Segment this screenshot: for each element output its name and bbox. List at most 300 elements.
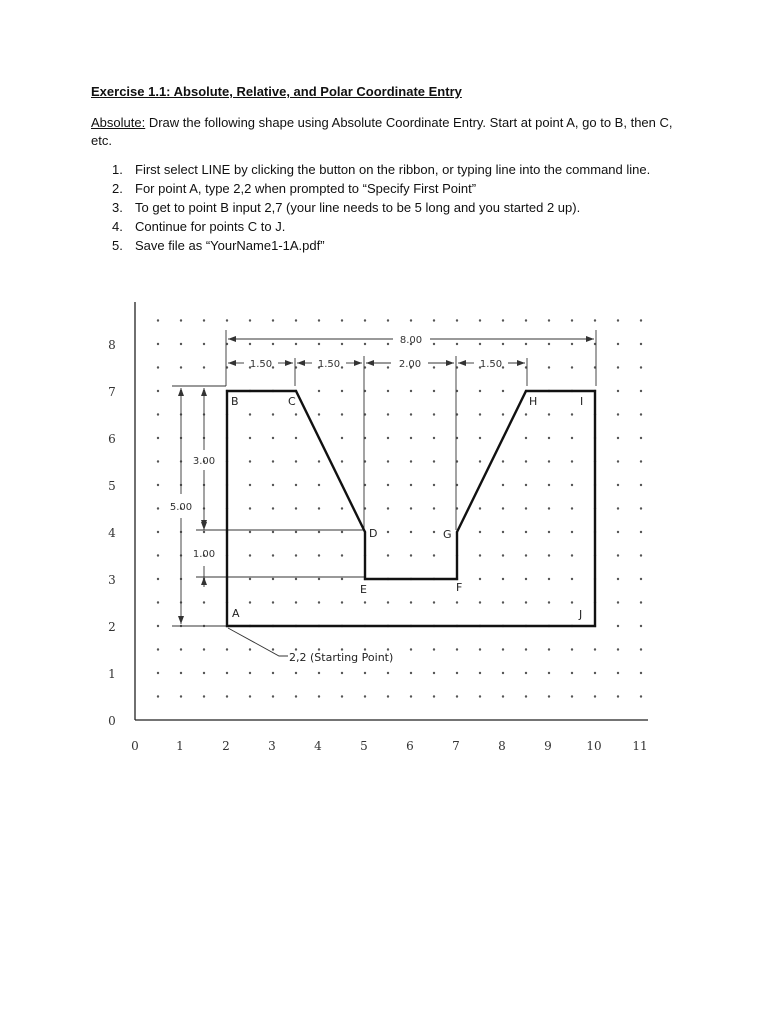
grid-dot: [157, 672, 159, 674]
x-tick-label: 6: [406, 739, 414, 753]
grid-dot: [640, 390, 642, 392]
grid-dot: [272, 531, 274, 533]
grid-dot: [295, 507, 297, 509]
grid-dot: [341, 366, 343, 368]
grid-dot: [203, 648, 205, 650]
grid-dot: [433, 390, 435, 392]
x-tick-label: 9: [544, 739, 552, 753]
point-label-b: B: [231, 395, 239, 408]
grid-dot: [433, 531, 435, 533]
grid-dot: [318, 460, 320, 462]
grid-dot: [433, 319, 435, 321]
grid-dot: [525, 460, 527, 462]
grid-dot: [617, 601, 619, 603]
x-tick-label: 10: [586, 739, 602, 753]
grid-dot: [410, 413, 412, 415]
dimension-height-upper-text: 3.00: [192, 456, 216, 467]
grid-dot: [341, 390, 343, 392]
step-number: 3.: [112, 200, 123, 215]
grid-dot: [479, 319, 481, 321]
grid-dot: [318, 578, 320, 580]
grid-dot: [479, 507, 481, 509]
grid-dot: [525, 319, 527, 321]
grid-dot: [640, 695, 642, 697]
grid-dot: [548, 601, 550, 603]
grid-dot: [502, 648, 504, 650]
grid-dot: [295, 578, 297, 580]
step-number: 5.: [112, 238, 123, 253]
grid-dot: [180, 672, 182, 674]
grid-dot: [525, 437, 527, 439]
dimension-seg2-text: 1.50: [317, 359, 341, 370]
grid-dot: [502, 601, 504, 603]
grid-dot: [157, 390, 159, 392]
grid-dot: [157, 484, 159, 486]
grid-dot: [548, 672, 550, 674]
grid-dot: [387, 554, 389, 556]
grid-dot: [617, 413, 619, 415]
step-text: For point A, type 2,2 when prompted to “Specify First Point”: [135, 181, 477, 196]
grid-dot: [157, 648, 159, 650]
y-tick-labels: [108, 338, 116, 728]
grid-dot: [387, 390, 389, 392]
y-tick-label: 1: [108, 667, 116, 681]
grid-dot: [502, 460, 504, 462]
grid-dot: [341, 507, 343, 509]
x-tick-label: 2: [222, 739, 230, 753]
grid-dot: [203, 319, 205, 321]
grid-dot: [295, 531, 297, 533]
grid-dot: [364, 343, 366, 345]
grid-dot: [617, 578, 619, 580]
point-label-j: J: [579, 608, 583, 621]
grid-dot: [410, 460, 412, 462]
grid-dot: [341, 695, 343, 697]
grid-dot: [249, 343, 251, 345]
grid-dot: [249, 648, 251, 650]
grid-dot: [479, 578, 481, 580]
grid-dot: [387, 531, 389, 533]
grid-dot: [272, 672, 274, 674]
grid-dot: [318, 390, 320, 392]
grid-dot: [594, 695, 596, 697]
x-tick-label: 3: [268, 739, 276, 753]
y-tick-label: 6: [108, 432, 116, 446]
dimension-overall-text: 8.00: [399, 335, 423, 346]
grid-dot: [387, 460, 389, 462]
grid-dot: [456, 343, 458, 345]
grid-dot: [410, 507, 412, 509]
grid-dot: [157, 460, 159, 462]
grid-dot: [617, 460, 619, 462]
grid-dot: [387, 507, 389, 509]
grid-dot: [318, 601, 320, 603]
grid-dot: [157, 437, 159, 439]
grid-dot: [249, 319, 251, 321]
grid-dot: [272, 648, 274, 650]
grid-dot: [157, 578, 159, 580]
grid-dot: [318, 672, 320, 674]
grid-dot: [617, 648, 619, 650]
grid-dot: [617, 554, 619, 556]
grid-dot: [364, 672, 366, 674]
dimension-lines: [181, 339, 594, 624]
grid-dot: [502, 672, 504, 674]
grid-dot: [226, 319, 228, 321]
grid-dot: [272, 554, 274, 556]
grid-dot: [203, 695, 205, 697]
grid-dot: [433, 484, 435, 486]
grid-dot: [157, 366, 159, 368]
grid-dot: [502, 413, 504, 415]
grid-dot: [479, 413, 481, 415]
grid-dot: [249, 507, 251, 509]
grid-dot: [617, 390, 619, 392]
grid-dot: [387, 413, 389, 415]
grid-dot: [180, 343, 182, 345]
point-label-a: A: [232, 607, 240, 620]
grid-dot: [341, 460, 343, 462]
grid-dot: [226, 648, 228, 650]
grid-dot: [226, 695, 228, 697]
grid-dot: [617, 437, 619, 439]
grid-dot: [433, 507, 435, 509]
y-tick-label: 8: [108, 338, 116, 352]
grid-dot: [249, 413, 251, 415]
grid-dot: [387, 343, 389, 345]
grid-dot: [318, 507, 320, 509]
grid-dot: [203, 672, 205, 674]
y-tick-label: 4: [108, 526, 116, 540]
grid-dot: [548, 578, 550, 580]
grid-dot: [157, 507, 159, 509]
grid-dot: [249, 437, 251, 439]
grid-dots: [157, 319, 642, 697]
grid-dot: [548, 460, 550, 462]
grid-dot: [433, 695, 435, 697]
grid-dot: [571, 578, 573, 580]
grid-dot: [502, 507, 504, 509]
grid-dot: [410, 319, 412, 321]
grid-dot: [157, 343, 159, 345]
grid-dot: [479, 554, 481, 556]
grid-dot: [180, 319, 182, 321]
grid-dot: [410, 484, 412, 486]
grid-dot: [571, 531, 573, 533]
grid-dot: [502, 531, 504, 533]
grid-dot: [433, 437, 435, 439]
grid-dot: [571, 672, 573, 674]
grid-dot: [387, 437, 389, 439]
y-tick-label: 2: [108, 620, 116, 634]
grid-dot: [525, 672, 527, 674]
grid-dot: [272, 319, 274, 321]
grid-dot: [640, 625, 642, 627]
grid-dot: [640, 319, 642, 321]
point-label-d: D: [369, 527, 378, 540]
grid-dot: [456, 319, 458, 321]
grid-dot: [525, 578, 527, 580]
grid-dot: [410, 390, 412, 392]
grid-dot: [249, 554, 251, 556]
grid-dot: [479, 672, 481, 674]
grid-dot: [502, 366, 504, 368]
grid-dot: [571, 507, 573, 509]
grid-dot: [479, 531, 481, 533]
step-text: Save file as “YourName1-1A.pdf”: [135, 238, 325, 253]
grid-dot: [341, 413, 343, 415]
dimension-height-total-text: 5.00: [169, 502, 193, 513]
grid-dot: [249, 695, 251, 697]
grid-dot: [341, 672, 343, 674]
point-label-c: C: [288, 395, 296, 408]
x-tick-label: 7: [452, 739, 460, 753]
grid-dot: [617, 343, 619, 345]
grid-dot: [548, 531, 550, 533]
extension-lines: [169, 330, 596, 626]
grid-dot: [502, 343, 504, 345]
grid-dot: [272, 578, 274, 580]
step-number: 1.: [112, 162, 123, 177]
point-label-i: I: [580, 395, 584, 408]
grid-dot: [180, 648, 182, 650]
grid-dot: [525, 601, 527, 603]
grid-dot: [295, 437, 297, 439]
grid-dot: [295, 460, 297, 462]
point-label-h: H: [529, 395, 538, 408]
step-number: 4.: [112, 219, 123, 234]
grid-dot: [640, 343, 642, 345]
grid-dot: [548, 648, 550, 650]
grid-dot: [433, 343, 435, 345]
grid-dot: [295, 695, 297, 697]
grid-dot: [571, 460, 573, 462]
grid-dot: [479, 390, 481, 392]
grid-dot: [341, 437, 343, 439]
grid-dot: [479, 437, 481, 439]
grid-dot: [479, 460, 481, 462]
intro-text: Draw the following shape using Absolute Coordinate Entry. Start at point A, go to B, then C, etc.: [91, 115, 673, 148]
grid-dot: [318, 413, 320, 415]
grid-dot: [249, 484, 251, 486]
grid-dot: [203, 601, 205, 603]
grid-dot: [571, 648, 573, 650]
grid-dot: [548, 343, 550, 345]
grid-dot: [364, 319, 366, 321]
grid-dot: [272, 343, 274, 345]
grid-dot: [502, 390, 504, 392]
grid-dot: [548, 413, 550, 415]
dimension-height-lower-text: 1.00: [192, 549, 216, 560]
grid-dot: [272, 437, 274, 439]
grid-dot: [479, 695, 481, 697]
grid-dot: [364, 601, 366, 603]
grid-dot: [157, 413, 159, 415]
point-label-e: E: [360, 583, 367, 596]
point-label-f: F: [456, 581, 463, 594]
grid-dot: [433, 413, 435, 415]
grid-dot: [640, 672, 642, 674]
x-tick-label: 1: [176, 739, 184, 753]
grid-dot: [272, 484, 274, 486]
grid-dot: [525, 507, 527, 509]
step-text: First select LINE by clicking the button on the ribbon, or typing line into the command line.: [135, 162, 651, 177]
grid-dot: [318, 484, 320, 486]
grid-dot: [525, 554, 527, 556]
grid-dot: [433, 460, 435, 462]
x-tick-label: 0: [131, 739, 139, 753]
grid-dot: [594, 672, 596, 674]
x-tick-label: 11: [632, 739, 648, 753]
grid-dot: [479, 648, 481, 650]
dimension-seg4-text: 1.50: [479, 359, 503, 370]
grid-dot: [594, 319, 596, 321]
grid-dot: [387, 366, 389, 368]
grid-dot: [295, 554, 297, 556]
grid-dot: [525, 484, 527, 486]
grid-dot: [249, 601, 251, 603]
grid-dot: [640, 366, 642, 368]
grid-dot: [617, 484, 619, 486]
grid-dot: [502, 319, 504, 321]
grid-dot: [157, 319, 159, 321]
y-tick-label: 7: [108, 385, 116, 399]
grid-dot: [295, 601, 297, 603]
grid-dot: [341, 343, 343, 345]
grid-dot: [341, 554, 343, 556]
grid-dot: [387, 672, 389, 674]
grid-dot: [249, 460, 251, 462]
grid-dot: [364, 695, 366, 697]
grid-dot: [640, 578, 642, 580]
grid-dot: [272, 601, 274, 603]
grid-dot: [410, 531, 412, 533]
grid-dot: [433, 601, 435, 603]
grid-dot: [180, 366, 182, 368]
grid-dot: [617, 319, 619, 321]
grid-dot: [433, 672, 435, 674]
grid-dot: [387, 695, 389, 697]
grid-dot: [295, 319, 297, 321]
grid-dot: [203, 531, 205, 533]
point-label-g: G: [443, 528, 452, 541]
grid-dot: [410, 554, 412, 556]
grid-dot: [617, 531, 619, 533]
grid-dot: [249, 672, 251, 674]
grid-dot: [272, 366, 274, 368]
grid-dot: [387, 484, 389, 486]
grid-dot: [433, 554, 435, 556]
grid-dot: [295, 413, 297, 415]
grid-dot: [571, 413, 573, 415]
grid-dot: [410, 648, 412, 650]
grid-dot: [318, 319, 320, 321]
grid-dot: [640, 601, 642, 603]
grid-dot: [571, 601, 573, 603]
grid-dot: [548, 507, 550, 509]
grid-dot: [640, 507, 642, 509]
grid-dot: [203, 343, 205, 345]
grid-dot: [272, 413, 274, 415]
grid-dot: [318, 695, 320, 697]
step-number: 2.: [112, 181, 123, 196]
grid-dot: [479, 601, 481, 603]
grid-dot: [387, 319, 389, 321]
grid-dot: [272, 695, 274, 697]
grid-dot: [433, 366, 435, 368]
grid-dot: [180, 695, 182, 697]
grid-dot: [548, 437, 550, 439]
grid-dot: [640, 413, 642, 415]
grid-dot: [502, 484, 504, 486]
grid-dot: [571, 437, 573, 439]
grid-dot: [295, 672, 297, 674]
grid-dot: [571, 343, 573, 345]
grid-dot: [640, 648, 642, 650]
grid-dot: [341, 319, 343, 321]
grid-dot: [571, 554, 573, 556]
grid-dot: [525, 413, 527, 415]
grid-dot: [571, 484, 573, 486]
grid-dot: [203, 366, 205, 368]
grid-dot: [617, 695, 619, 697]
grid-dot: [617, 672, 619, 674]
grid-dot: [456, 695, 458, 697]
grid-dot: [571, 695, 573, 697]
exercise-title: Exercise 1.1: Absolute, Relative, and Polar Coordinate Entry: [91, 84, 462, 99]
grid-dot: [272, 460, 274, 462]
dimension-seg3-text: 2.00: [398, 359, 422, 370]
grid-dot: [617, 366, 619, 368]
grid-dot: [502, 578, 504, 580]
grid-dot: [479, 343, 481, 345]
grid-dot: [617, 507, 619, 509]
grid-dot: [318, 343, 320, 345]
grid-dot: [318, 554, 320, 556]
grid-dot: [640, 437, 642, 439]
grid-dot: [548, 319, 550, 321]
grid-dot: [594, 648, 596, 650]
step-text: Continue for points C to J.: [135, 219, 286, 234]
grid-dot: [548, 366, 550, 368]
x-tick-label: 4: [314, 739, 322, 753]
grid-dot: [548, 695, 550, 697]
starting-point-note: 2,2 (Starting Point): [289, 651, 394, 664]
grid-dot: [226, 672, 228, 674]
grid-dot: [157, 695, 159, 697]
grid-dot: [525, 343, 527, 345]
grid-dot: [640, 484, 642, 486]
grid-dot: [295, 343, 297, 345]
grid-dot: [410, 672, 412, 674]
grid-dot: [341, 601, 343, 603]
grid-dot: [525, 648, 527, 650]
grid-dot: [410, 437, 412, 439]
grid-dot: [548, 554, 550, 556]
grid-dot: [249, 578, 251, 580]
intro-label: Absolute:: [91, 115, 146, 130]
grid-dot: [548, 484, 550, 486]
grid-dot: [410, 695, 412, 697]
grid-dot: [640, 460, 642, 462]
step-text: To get to point B input 2,7 (your line needs to be 5 long and you started 2 up).: [135, 200, 581, 215]
grid-dot: [640, 531, 642, 533]
y-tick-label: 5: [108, 479, 116, 493]
grid-dot: [341, 531, 343, 533]
grid-dot: [502, 554, 504, 556]
grid-dot: [456, 601, 458, 603]
grid-dot: [249, 531, 251, 533]
